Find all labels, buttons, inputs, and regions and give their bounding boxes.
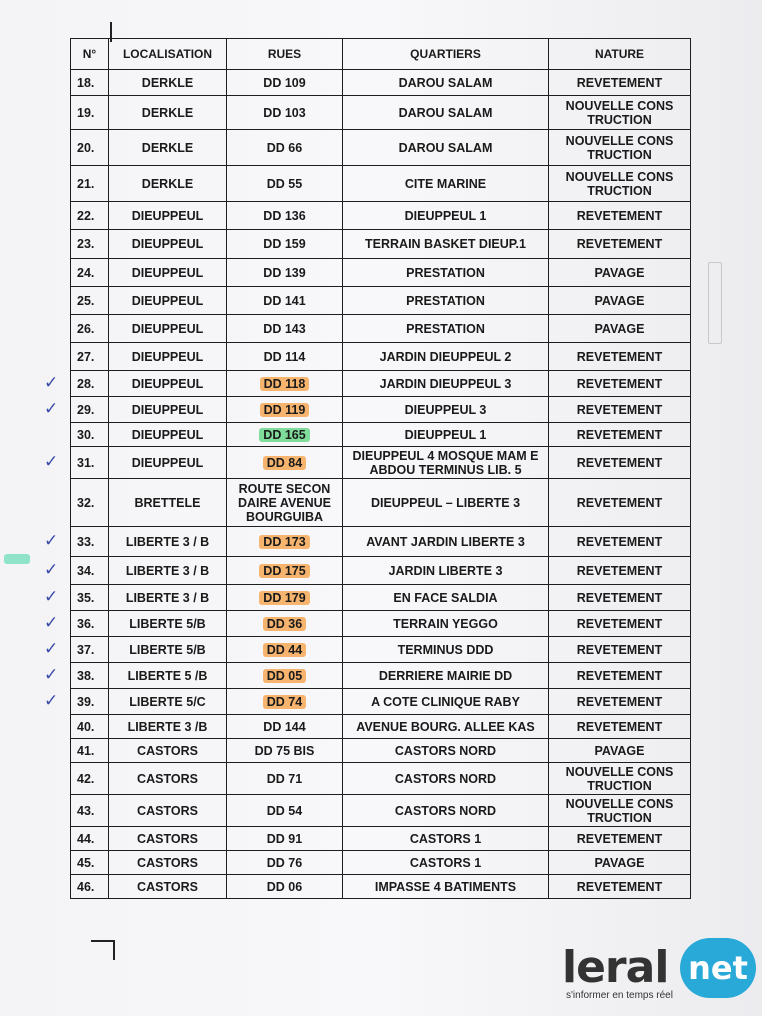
row-rue: DD 139 xyxy=(227,259,343,287)
table-row xyxy=(71,447,691,479)
row-nature: REVETEMENT xyxy=(549,70,691,96)
highlighted-street-code: DD 74 xyxy=(263,695,306,709)
row-number: 30. xyxy=(71,423,109,447)
row-localisation: CASTORS xyxy=(109,795,227,827)
check-mark-icon: ✓ xyxy=(44,530,59,551)
row-nature: REVETEMENT xyxy=(549,397,691,423)
row-quartier: DIEUPPEUL 3 xyxy=(343,397,549,423)
row-number: 25. xyxy=(71,287,109,315)
row-rue xyxy=(227,423,343,447)
row-nature: NOUVELLE CONS TRUCTION xyxy=(549,763,691,795)
corner-mark-bottom-h xyxy=(91,940,113,942)
row-localisation: DIEUPPEUL xyxy=(109,259,227,287)
row-rue xyxy=(227,397,343,423)
table-row xyxy=(71,397,691,423)
row-number: 26. xyxy=(71,315,109,343)
row-localisation: DIEUPPEUL xyxy=(109,423,227,447)
row-quartier: DAROU SALAM xyxy=(343,96,549,130)
row-number: 39. xyxy=(71,689,109,715)
table-row xyxy=(71,715,691,739)
check-mark-icon: ✓ xyxy=(44,586,59,607)
header-nature: NATURE xyxy=(549,39,691,70)
row-number: 41. xyxy=(71,739,109,763)
table-row xyxy=(71,315,691,343)
row-localisation: DERKLE xyxy=(109,130,227,166)
row-quartier: A COTE CLINIQUE RABY xyxy=(343,689,549,715)
row-localisation: DIEUPPEUL xyxy=(109,343,227,371)
row-rue xyxy=(227,689,343,715)
row-number: 35. xyxy=(71,585,109,611)
table-header-row xyxy=(71,39,691,70)
row-rue: DD 114 xyxy=(227,343,343,371)
row-nature: PAVAGE xyxy=(549,259,691,287)
table-row xyxy=(71,827,691,851)
row-rue: DD 143 xyxy=(227,315,343,343)
row-quartier: TERMINUS DDD xyxy=(343,637,549,663)
row-rue: DD 76 xyxy=(227,851,343,875)
row-rue: DD 66 xyxy=(227,130,343,166)
row-quartier: CITE MARINE xyxy=(343,166,549,202)
row-nature: REVETEMENT xyxy=(549,689,691,715)
row-nature: REVETEMENT xyxy=(549,230,691,259)
row-quartier: EN FACE SALDIA xyxy=(343,585,549,611)
table-row xyxy=(71,259,691,287)
table-row xyxy=(71,663,691,689)
row-quartier: DAROU SALAM xyxy=(343,70,549,96)
row-number: 34. xyxy=(71,557,109,585)
table-row xyxy=(71,851,691,875)
row-number: 24. xyxy=(71,259,109,287)
row-nature: PAVAGE xyxy=(549,287,691,315)
row-number: 20. xyxy=(71,130,109,166)
table-row xyxy=(71,202,691,230)
row-localisation: LIBERTE 5/C xyxy=(109,689,227,715)
table-row xyxy=(71,343,691,371)
row-number: 40. xyxy=(71,715,109,739)
row-nature: NOUVELLE CONS TRUCTION xyxy=(549,795,691,827)
table-row xyxy=(71,637,691,663)
row-number: 32. xyxy=(71,479,109,527)
logo-badge: net xyxy=(680,938,756,998)
row-quartier: DERRIERE MAIRIE DD xyxy=(343,663,549,689)
row-number: 36. xyxy=(71,611,109,637)
row-rue: DD 144 xyxy=(227,715,343,739)
row-rue xyxy=(227,611,343,637)
table-body xyxy=(71,70,691,899)
row-quartier: PRESTATION xyxy=(343,259,549,287)
row-quartier: CASTORS NORD xyxy=(343,763,549,795)
table-row xyxy=(71,166,691,202)
row-localisation: BRETTELE xyxy=(109,479,227,527)
row-number: 27. xyxy=(71,343,109,371)
table-row xyxy=(71,689,691,715)
row-rue: DD 75 BIS xyxy=(227,739,343,763)
table-row xyxy=(71,96,691,130)
row-number: 28. xyxy=(71,371,109,397)
row-nature: REVETEMENT xyxy=(549,875,691,899)
table-row xyxy=(71,70,691,96)
row-rue: ROUTE SECON DAIRE AVENUE BOURGUIBA xyxy=(227,479,343,527)
row-nature: REVETEMENT xyxy=(549,663,691,689)
row-localisation: CASTORS xyxy=(109,851,227,875)
row-number: 18. xyxy=(71,70,109,96)
table-row xyxy=(71,230,691,259)
row-nature: PAVAGE xyxy=(549,315,691,343)
row-number: 29. xyxy=(71,397,109,423)
row-quartier: JARDIN LIBERTE 3 xyxy=(343,557,549,585)
row-nature: REVETEMENT xyxy=(549,202,691,230)
row-localisation: LIBERTE 5/B xyxy=(109,611,227,637)
row-localisation: CASTORS xyxy=(109,827,227,851)
row-localisation: LIBERTE 5/B xyxy=(109,637,227,663)
check-mark-icon: ✓ xyxy=(44,451,59,472)
row-quartier: JARDIN DIEUPPEUL 2 xyxy=(343,343,549,371)
highlighted-street-code: DD 84 xyxy=(263,456,306,470)
highlighted-street-code: DD 36 xyxy=(263,617,306,631)
row-localisation: CASTORS xyxy=(109,763,227,795)
row-nature: REVETEMENT xyxy=(549,557,691,585)
row-number: 46. xyxy=(71,875,109,899)
row-nature: REVETEMENT xyxy=(549,611,691,637)
row-rue: DD 71 xyxy=(227,763,343,795)
row-rue: DD 55 xyxy=(227,166,343,202)
row-quartier: CASTORS 1 xyxy=(343,851,549,875)
header-localisation: LOCALISATION xyxy=(109,39,227,70)
row-nature: NOUVELLE CONS TRUCTION xyxy=(549,166,691,202)
row-localisation: DIEUPPEUL xyxy=(109,202,227,230)
row-quartier: DIEUPPEUL – LIBERTE 3 xyxy=(343,479,549,527)
header-number: N° xyxy=(71,39,109,70)
row-quartier: AVANT JARDIN LIBERTE 3 xyxy=(343,527,549,557)
row-quartier: PRESTATION xyxy=(343,315,549,343)
highlighted-street-code: DD 44 xyxy=(263,643,306,657)
table-row xyxy=(71,763,691,795)
highlighted-street-code: DD 119 xyxy=(260,403,310,417)
row-localisation: DIEUPPEUL xyxy=(109,447,227,479)
header-rues: RUES xyxy=(227,39,343,70)
row-localisation: LIBERTE 3 / B xyxy=(109,585,227,611)
row-nature: REVETEMENT xyxy=(549,447,691,479)
row-rue: DD 06 xyxy=(227,875,343,899)
row-rue xyxy=(227,557,343,585)
row-number: 23. xyxy=(71,230,109,259)
table-row xyxy=(71,739,691,763)
row-nature: REVETEMENT xyxy=(549,479,691,527)
row-rue: DD 159 xyxy=(227,230,343,259)
row-localisation: LIBERTE 5 /B xyxy=(109,663,227,689)
row-nature: PAVAGE xyxy=(549,739,691,763)
header-quartiers: QUARTIERS xyxy=(343,39,549,70)
row-nature: PAVAGE xyxy=(549,851,691,875)
row-number: 37. xyxy=(71,637,109,663)
row-rue xyxy=(227,371,343,397)
highlighted-street-code: DD 05 xyxy=(263,669,306,683)
row-localisation: LIBERTE 3 /B xyxy=(109,715,227,739)
check-mark-icon: ✓ xyxy=(44,372,59,393)
row-nature: REVETEMENT xyxy=(549,371,691,397)
row-number: 22. xyxy=(71,202,109,230)
table-row xyxy=(71,287,691,315)
logo-tagline: s'informer en temps réel xyxy=(566,990,673,1001)
check-mark-icon: ✓ xyxy=(44,638,59,659)
works-table xyxy=(70,38,691,899)
highlighted-street-code: DD 175 xyxy=(259,564,309,578)
row-localisation: CASTORS xyxy=(109,875,227,899)
row-quartier: AVENUE BOURG. ALLEE KAS xyxy=(343,715,549,739)
table-row xyxy=(71,479,691,527)
row-nature: REVETEMENT xyxy=(549,527,691,557)
check-mark-icon: ✓ xyxy=(44,398,59,419)
row-nature: REVETEMENT xyxy=(549,423,691,447)
row-quartier: TERRAIN YEGGO xyxy=(343,611,549,637)
row-localisation: LIBERTE 3 / B xyxy=(109,527,227,557)
table-row xyxy=(71,527,691,557)
row-quartier: CASTORS 1 xyxy=(343,827,549,851)
row-nature: NOUVELLE CONS TRUCTION xyxy=(549,130,691,166)
row-localisation: DIEUPPEUL xyxy=(109,230,227,259)
logo-word: leral xyxy=(562,942,669,993)
row-number: 45. xyxy=(71,851,109,875)
table-row xyxy=(71,557,691,585)
check-marks-column xyxy=(0,0,70,1016)
row-rue: DD 141 xyxy=(227,287,343,315)
row-nature: NOUVELLE CONS TRUCTION xyxy=(549,96,691,130)
row-localisation: LIBERTE 3 / B xyxy=(109,557,227,585)
row-quartier: DIEUPPEUL 4 MOSQUE MAM E ABDOU TERMINUS LIB. 5 xyxy=(343,447,549,479)
row-quartier: CASTORS NORD xyxy=(343,739,549,763)
row-rue: DD 103 xyxy=(227,96,343,130)
row-rue xyxy=(227,663,343,689)
row-rue xyxy=(227,447,343,479)
row-number: 33. xyxy=(71,527,109,557)
check-mark-icon: ✓ xyxy=(44,690,59,711)
row-number: 31. xyxy=(71,447,109,479)
row-number: 38. xyxy=(71,663,109,689)
highlighted-street-code: DD 118 xyxy=(260,377,310,391)
row-rue: DD 54 xyxy=(227,795,343,827)
row-localisation: DIEUPPEUL xyxy=(109,287,227,315)
row-number: 21. xyxy=(71,166,109,202)
table-row xyxy=(71,585,691,611)
corner-mark-bottom xyxy=(113,940,115,960)
row-rue: DD 109 xyxy=(227,70,343,96)
row-localisation: DIEUPPEUL xyxy=(109,397,227,423)
row-quartier: PRESTATION xyxy=(343,287,549,315)
highlighted-street-code: DD 179 xyxy=(259,591,309,605)
row-quartier: IMPASSE 4 BATIMENTS xyxy=(343,875,549,899)
row-localisation: CASTORS xyxy=(109,739,227,763)
table-row xyxy=(71,875,691,899)
table-row xyxy=(71,611,691,637)
leralnet-logo xyxy=(562,938,758,1008)
row-localisation: DERKLE xyxy=(109,70,227,96)
row-number: 43. xyxy=(71,795,109,827)
row-rue: DD 136 xyxy=(227,202,343,230)
check-mark-icon: ✓ xyxy=(44,559,59,580)
highlighted-street-code: DD 173 xyxy=(259,535,309,549)
table-row xyxy=(71,371,691,397)
row-number: 42. xyxy=(71,763,109,795)
table-row xyxy=(71,130,691,166)
row-quartier: TERRAIN BASKET DIEUP.1 xyxy=(343,230,549,259)
table-row xyxy=(71,795,691,827)
row-quartier: DIEUPPEUL 1 xyxy=(343,202,549,230)
row-nature: REVETEMENT xyxy=(549,343,691,371)
table-row xyxy=(71,423,691,447)
row-rue xyxy=(227,637,343,663)
row-nature: REVETEMENT xyxy=(549,827,691,851)
row-nature: REVETEMENT xyxy=(549,715,691,739)
row-quartier: DAROU SALAM xyxy=(343,130,549,166)
row-nature: REVETEMENT xyxy=(549,637,691,663)
row-rue xyxy=(227,527,343,557)
row-quartier: DIEUPPEUL 1 xyxy=(343,423,549,447)
row-rue: DD 91 xyxy=(227,827,343,851)
row-localisation: DIEUPPEUL xyxy=(109,315,227,343)
row-quartier: CASTORS NORD xyxy=(343,795,549,827)
row-localisation: DERKLE xyxy=(109,96,227,130)
highlighted-street-code: DD 165 xyxy=(259,428,309,442)
row-quartier: JARDIN DIEUPPEUL 3 xyxy=(343,371,549,397)
check-mark-icon: ✓ xyxy=(44,612,59,633)
row-number: 19. xyxy=(71,96,109,130)
row-nature: REVETEMENT xyxy=(549,585,691,611)
row-number: 44. xyxy=(71,827,109,851)
paper-edge-tab xyxy=(708,262,722,344)
check-mark-icon: ✓ xyxy=(44,664,59,685)
row-localisation: DIEUPPEUL xyxy=(109,371,227,397)
row-rue xyxy=(227,585,343,611)
row-localisation: DERKLE xyxy=(109,166,227,202)
